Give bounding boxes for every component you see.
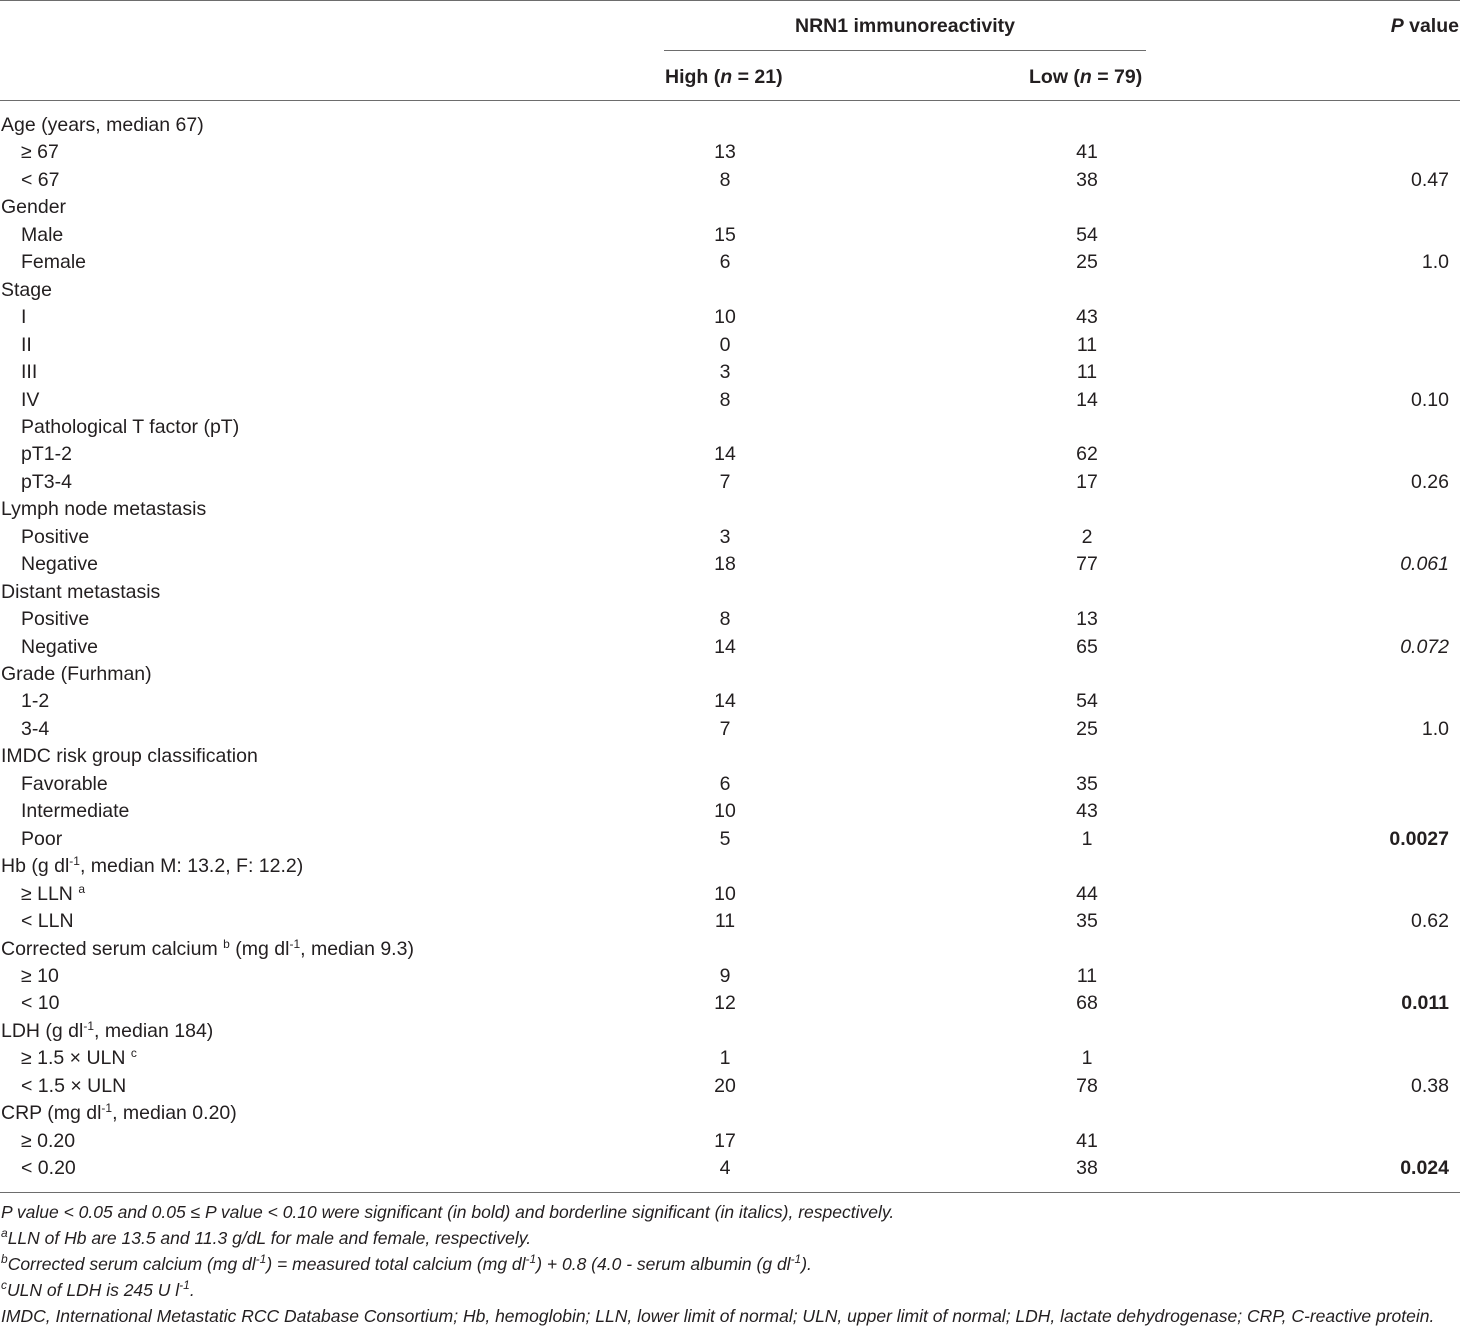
cell-low: 14 <box>1076 388 1098 411</box>
row-label <box>21 716 49 743</box>
footnote <box>1 1251 1434 1277</box>
row-label-text: Corrected serum calcium <box>1 937 224 960</box>
row-label <box>21 304 26 331</box>
high-header-pre: High ( <box>665 66 721 88</box>
cell-high: 14 <box>714 690 736 713</box>
row-label-text: Intermediate <box>21 800 130 823</box>
row-label <box>1 579 160 606</box>
row-label-sup: c <box>130 1046 137 1061</box>
row-label <box>21 551 98 578</box>
row-label <box>1 194 66 221</box>
row-label-text: Pathological T factor (pT) <box>21 415 240 438</box>
row-label-text: < 1.5 × ULN <box>21 1074 127 1097</box>
cell-high: 18 <box>714 553 736 576</box>
row-label-text: pT3-4 <box>21 470 72 493</box>
cell-p-value: 0.0027 <box>1389 827 1449 850</box>
footnote-text: LLN of Hb are 13.5 and 11.3 g/dL for male and female, respectively. <box>7 1228 532 1248</box>
row-label <box>1 661 152 688</box>
table-footnotes <box>1 1199 1434 1329</box>
cell-low: 25 <box>1076 251 1098 274</box>
cell-high: 13 <box>714 141 736 164</box>
row-label-sup: a <box>78 881 85 896</box>
row-label <box>21 688 49 715</box>
footnote <box>1 1199 1434 1225</box>
row-label <box>21 441 72 468</box>
row-label <box>21 963 59 990</box>
row-label <box>1 112 204 139</box>
p-value-header <box>1391 13 1459 39</box>
row-label-text: Distant metastasis <box>1 580 161 603</box>
row-label-text: < LLN <box>21 910 74 932</box>
row-label <box>21 249 86 276</box>
row-label-text: Grade (Furhman) <box>1 663 152 685</box>
low-column-header <box>1029 64 1142 90</box>
cell-low: 65 <box>1076 635 1098 658</box>
cell-low: 62 <box>1076 443 1098 466</box>
cell-high: 20 <box>714 1074 736 1097</box>
footnote-text: . <box>189 1280 195 1300</box>
low-header-n: n <box>1079 66 1092 88</box>
footnote-sup: -1 <box>179 1278 190 1292</box>
cell-low: 2 <box>1081 525 1093 548</box>
row-label-text: < 67 <box>21 168 60 191</box>
cell-high: 10 <box>714 800 736 823</box>
cell-low: 35 <box>1076 772 1098 795</box>
row-label-text: Hb (g dl <box>1 855 70 878</box>
row-label-text: pT1-2 <box>21 443 72 466</box>
row-label-text-after: , median 9.3) <box>300 937 414 960</box>
cell-p-value: 0.47 <box>1411 168 1449 191</box>
row-label-text: Positive <box>21 608 90 631</box>
cell-p-value: 0.62 <box>1411 910 1449 932</box>
table-bottom-rule <box>0 1192 1460 1193</box>
cell-high: 14 <box>714 635 736 658</box>
group-header: NRN1 immunoreactivity <box>795 15 1015 37</box>
row-label <box>21 167 60 194</box>
row-label-text: ≥ 67 <box>21 141 59 164</box>
row-label <box>21 606 89 633</box>
row-label <box>21 387 39 414</box>
cell-low: 54 <box>1076 223 1098 246</box>
row-label-text: Lymph node metastasis <box>1 498 207 521</box>
row-label <box>1 277 52 304</box>
row-label <box>21 1128 75 1155</box>
row-label-text: Age (years, median 67) <box>1 114 204 136</box>
cell-p-value: 0.061 <box>1400 553 1449 576</box>
cell-low: 41 <box>1076 141 1098 164</box>
cell-p-value: 1.0 <box>1421 251 1449 274</box>
cell-low: 77 <box>1076 553 1098 576</box>
cell-low: 1 <box>1081 827 1093 850</box>
cell-p-value: 0.024 <box>1400 1157 1449 1180</box>
row-label <box>21 332 32 359</box>
row-label-text: Male <box>21 223 64 246</box>
cell-high: 11 <box>714 910 736 932</box>
row-label-text: I <box>21 306 27 329</box>
row-label-text: II <box>21 333 32 356</box>
cell-low: 38 <box>1076 1157 1098 1180</box>
cell-low: 44 <box>1076 882 1098 905</box>
row-label-text-after: (mg dl <box>229 937 290 960</box>
row-label <box>21 1155 76 1182</box>
footnote-sup: -1 <box>525 1252 537 1266</box>
cell-p-value: 0.38 <box>1411 1074 1449 1097</box>
cell-high: 15 <box>714 223 736 246</box>
row-label <box>21 771 108 798</box>
footnote-text: IMDC, International Metastatic RCC Database Consortium; Hb, hemoglobin; LLN, lower limit of normal; ULN, upper limit of normal; LDH, lactate dehydrogenase; CRP, C-reactive protein. <box>1 1306 1435 1326</box>
header-bottom-rule <box>0 100 1460 101</box>
cell-low: 11 <box>1076 964 1098 987</box>
footnote-sup: -1 <box>790 1252 802 1266</box>
row-label <box>1 853 303 880</box>
row-label-text: ≥ 0.20 <box>21 1129 76 1152</box>
cell-high: 8 <box>719 388 731 411</box>
row-label-text: ≥ 1.5 × ULN <box>21 1047 131 1070</box>
footnote <box>1 1225 1434 1251</box>
cell-low: 68 <box>1076 992 1098 1015</box>
low-header-pre: Low ( <box>1029 66 1080 88</box>
row-label-text-after: , median 184) <box>94 1019 214 1042</box>
footnote-text: ) + 0.8 (4.0 - serum albumin (g dl <box>536 1254 791 1274</box>
cell-p-value: 0.072 <box>1400 635 1449 658</box>
cell-high: 6 <box>719 772 731 795</box>
row-label-text: Stage <box>1 278 52 301</box>
cell-low: 1 <box>1081 1047 1093 1070</box>
cell-high: 5 <box>719 827 731 850</box>
row-label-text: Positive <box>21 525 90 548</box>
footnote-text: ) = measured total calcium (mg dl <box>266 1254 526 1274</box>
cell-high: 14 <box>714 443 736 466</box>
cell-low: 38 <box>1076 168 1098 191</box>
row-label <box>21 990 60 1017</box>
row-label-text: Female <box>21 251 87 274</box>
row-label-sup: -1 <box>101 1101 113 1116</box>
row-label-text: III <box>21 361 38 383</box>
cell-high: 17 <box>714 1129 736 1152</box>
cell-high: 7 <box>719 470 731 493</box>
row-label <box>1 743 258 770</box>
row-label <box>1 496 206 523</box>
row-label <box>21 634 98 661</box>
cell-high: 4 <box>719 1157 731 1180</box>
footnote-text: ULN of LDH is 245 U l <box>7 1280 180 1300</box>
cell-p-value: 1.0 <box>1421 717 1449 740</box>
row-label <box>21 1073 126 1100</box>
row-label-text: Favorable <box>21 772 108 795</box>
row-label <box>21 414 239 441</box>
cell-high: 9 <box>719 964 731 987</box>
cell-high: 7 <box>719 717 731 740</box>
cell-high: 8 <box>719 608 731 631</box>
row-label-text: Poor <box>21 827 63 850</box>
cell-p-value: 0.011 <box>1401 992 1449 1015</box>
row-label-text: IMDC risk group classification <box>1 745 258 768</box>
cell-low: 25 <box>1076 717 1098 740</box>
row-label <box>21 139 59 166</box>
cell-low: 11 <box>1076 333 1098 356</box>
row-label-text: ≥ LLN <box>21 882 79 905</box>
footnote-marker: b <box>1 1252 8 1266</box>
row-label <box>21 908 74 935</box>
row-label-text: Negative <box>21 635 98 658</box>
row-label <box>1 1018 213 1045</box>
footnote-text: P value < 0.05 and 0.05 ≤ P value < 0.10 were significant (in bold) and borderline significant (in italics), respectively. <box>1 1202 895 1222</box>
row-label <box>21 826 62 853</box>
footnote <box>1 1277 1434 1303</box>
row-label-sup: -1 <box>289 936 301 951</box>
row-label <box>21 524 89 551</box>
row-label-text: < 10 <box>21 992 60 1015</box>
row-label-sup: -1 <box>69 854 80 869</box>
cell-p-value: 0.10 <box>1411 388 1449 411</box>
row-label <box>21 469 72 496</box>
footnote-text: Corrected serum calcium (mg dl <box>7 1254 256 1274</box>
p-value-header-italic: P <box>1390 15 1404 37</box>
row-label <box>21 1045 137 1072</box>
row-label <box>21 798 129 825</box>
row-label-text: IV <box>21 388 40 411</box>
row-label-text: CRP (mg dl <box>1 1102 102 1125</box>
group-header-rule <box>664 50 1146 51</box>
cell-high: 8 <box>719 168 731 191</box>
cell-low: 43 <box>1076 800 1098 823</box>
high-header-n: n <box>720 66 733 88</box>
row-label-text: LDH (g dl <box>1 1019 84 1042</box>
row-label-sup: b <box>223 936 230 951</box>
footnote-marker: c <box>1 1278 7 1292</box>
cell-low: 43 <box>1076 306 1098 329</box>
row-label-text: 1-2 <box>21 690 50 713</box>
footnote-marker: a <box>1 1226 8 1240</box>
cell-high: 10 <box>714 882 736 905</box>
row-label-text: Negative <box>21 553 98 576</box>
cell-high: 0 <box>719 333 731 356</box>
cell-low: 17 <box>1076 470 1098 493</box>
row-label-text: < 0.20 <box>21 1157 76 1180</box>
cell-high: 6 <box>719 251 731 274</box>
cell-p-value: 0.26 <box>1411 470 1449 493</box>
p-value-header-rest: value <box>1403 15 1459 37</box>
row-label-text-after: , median 0.20) <box>112 1102 237 1125</box>
row-label <box>21 222 63 249</box>
row-label <box>21 881 85 908</box>
high-header-post: = 21) <box>732 66 783 88</box>
table-top-rule <box>0 0 1460 1</box>
cell-low: 41 <box>1076 1129 1098 1152</box>
footnote-sup: -1 <box>255 1252 267 1266</box>
row-label-text: Gender <box>1 196 67 219</box>
cell-high: 12 <box>714 992 736 1015</box>
row-label-sup: -1 <box>83 1018 95 1033</box>
row-label <box>1 1100 237 1127</box>
cell-low: 11 <box>1076 361 1098 383</box>
row-label-text: ≥ 10 <box>21 964 59 987</box>
cell-low: 35 <box>1076 910 1098 932</box>
high-column-header <box>665 64 783 90</box>
row-label-text: 3-4 <box>21 717 50 740</box>
cell-low: 78 <box>1076 1074 1098 1097</box>
cell-low: 13 <box>1076 608 1098 631</box>
row-label <box>1 936 414 963</box>
footnote <box>1 1303 1434 1329</box>
footnote-text: ). <box>801 1254 812 1274</box>
cell-high: 10 <box>714 306 736 329</box>
row-label <box>21 359 37 386</box>
cell-low: 54 <box>1076 690 1098 713</box>
cell-high: 1 <box>719 1047 731 1070</box>
cell-high: 3 <box>719 525 731 548</box>
low-header-post: = 79) <box>1091 66 1143 88</box>
row-label-text-after: , median M: 13.2, F: 12.2) <box>79 855 304 878</box>
cell-high: 3 <box>719 361 731 383</box>
